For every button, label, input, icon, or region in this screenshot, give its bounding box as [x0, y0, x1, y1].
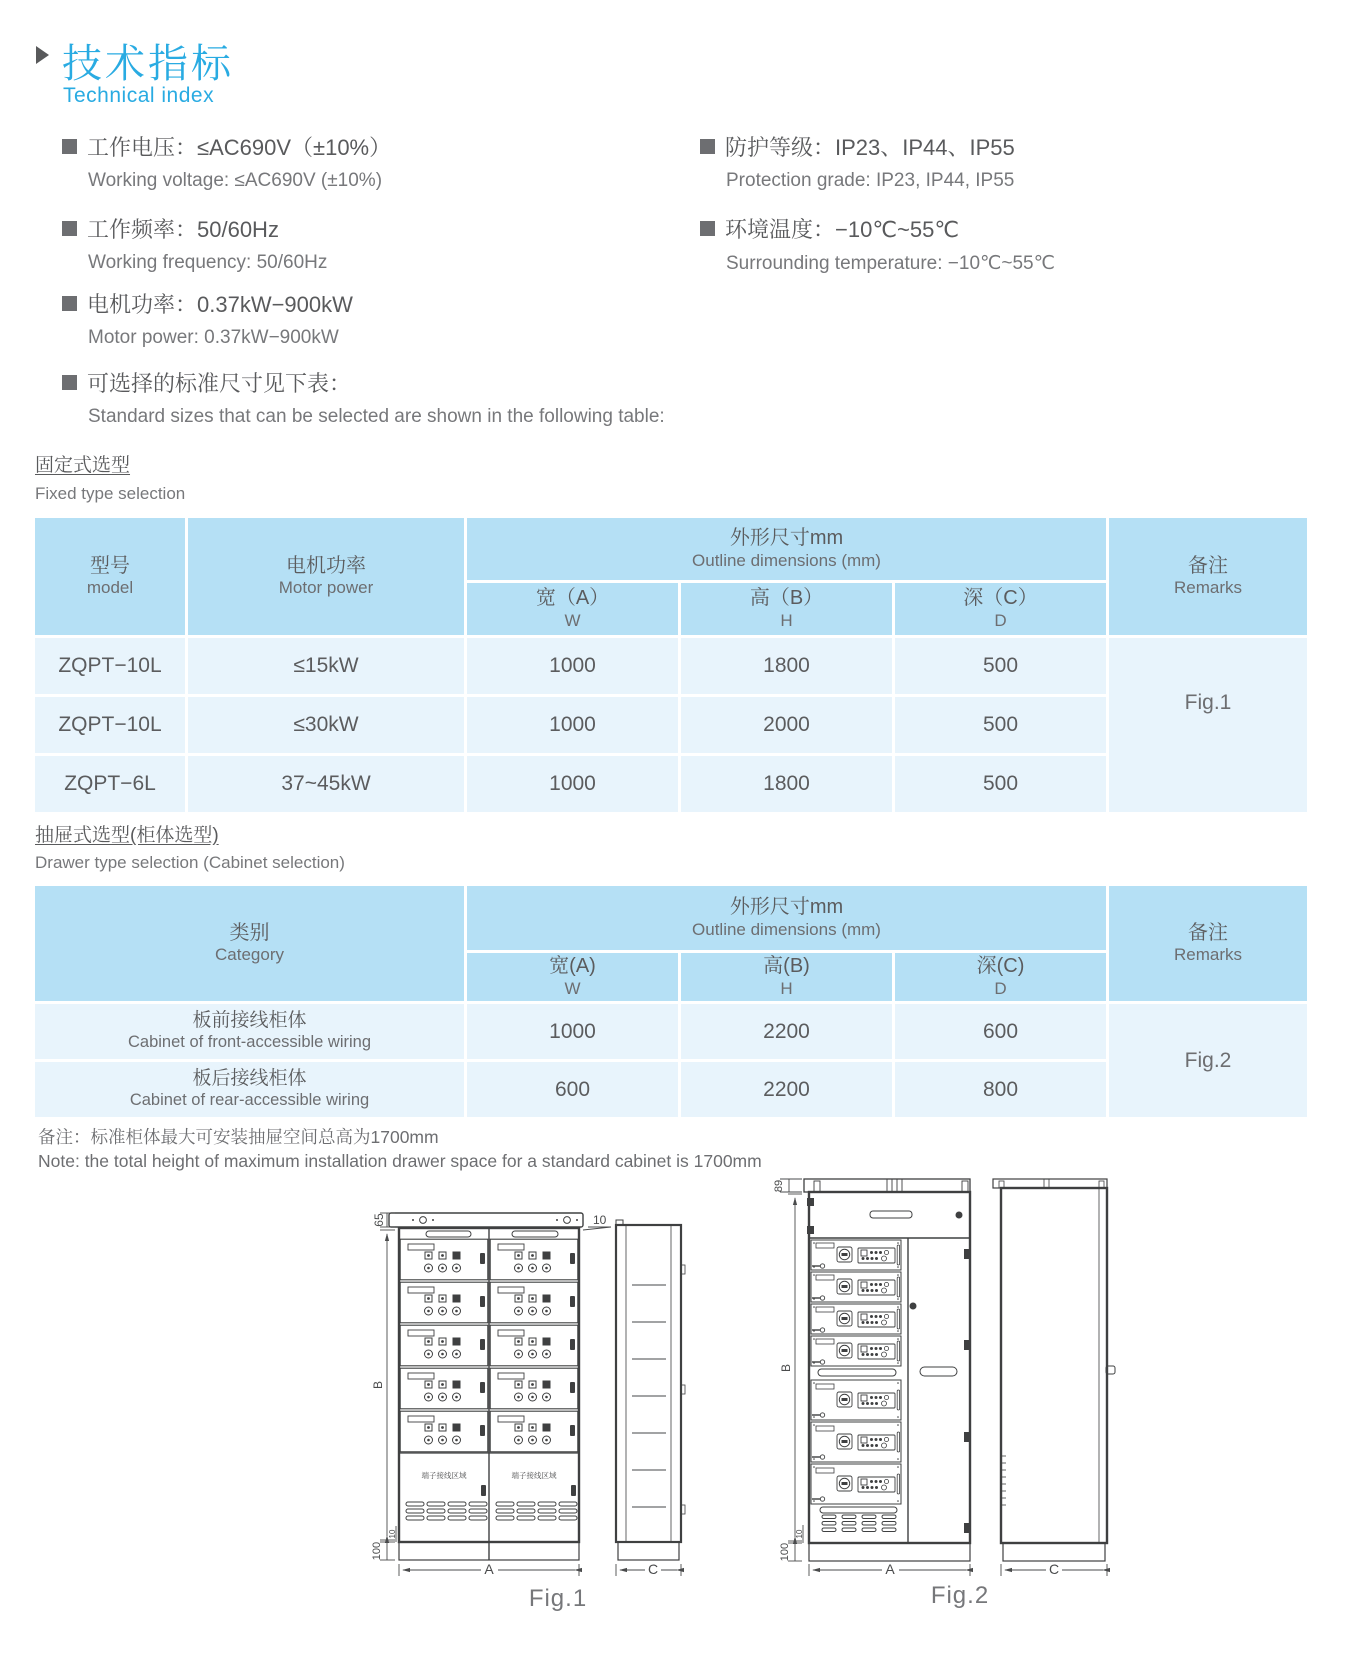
spec-text-cn: 环境温度：−10℃~55℃: [725, 217, 960, 242]
spec-standard-sizes: [62, 367, 351, 398]
table-cell-motor: ≤30kW: [188, 697, 464, 753]
table-cell-d: 500: [895, 697, 1106, 753]
fig1-dim-base: 100: [371, 1541, 383, 1561]
table-cell-motor: 37~45kW: [188, 756, 464, 812]
table-cell-model: ZQPT−6L: [35, 756, 185, 812]
bullet-square-icon: [62, 375, 77, 390]
fig1-dim-height: B: [371, 1380, 385, 1390]
table-cell-d: 500: [895, 756, 1106, 812]
table-cell-d: 800: [895, 1062, 1106, 1117]
fig1-caption: Fig.1: [528, 1585, 588, 1612]
fig1-dim-depth: C: [647, 1561, 659, 1577]
fig1-dim-top-right: 10: [593, 1213, 607, 1227]
col-header-category: 类别 Category: [35, 886, 464, 1001]
col-header-height: 高（B） H: [681, 583, 892, 635]
bullet-square-icon: [62, 221, 77, 236]
table-cell-model: ZQPT−10L: [35, 638, 185, 694]
spec-working-voltage-en: Working voltage: ≤AC690V (±10%): [88, 170, 383, 191]
spec-standard-sizes-en: Standard sizes that can be selected are shown in the following table:: [88, 406, 665, 427]
col-header-motor-power: 电机功率 Motor power: [188, 518, 464, 635]
table-cell-category: 板后接线柜体 Cabinet of rear-accessible wiring: [35, 1062, 464, 1117]
fig1-dim-vent: 10: [388, 1529, 397, 1539]
fig2-dim-height: B: [779, 1363, 793, 1373]
col-header-remarks: 备注 Remarks: [1109, 518, 1307, 635]
terminal-area-label: 端子接线区域: [421, 1471, 467, 1480]
col-header-width: 宽（A） W: [467, 583, 678, 635]
spec-text-cn: 防护等级：IP23、IP44、IP55: [725, 135, 1015, 160]
fig2-dim-base: 100: [779, 1542, 791, 1562]
bullet-square-icon: [62, 139, 77, 154]
col-header-model: 型号 model: [35, 518, 185, 635]
spec-working-frequency-en: Working frequency: 50/60Hz: [88, 252, 328, 273]
fig1-drawing: [330, 1150, 690, 1620]
fixed-table-title-cn: 固定式选型: [35, 455, 131, 476]
fig2-front-view: [804, 1179, 970, 1543]
page-title: 技术指标: [62, 42, 234, 86]
fig2-caption: Fig.2: [930, 1582, 990, 1609]
spec-surrounding-temperature: [700, 213, 959, 244]
fig2-door: [910, 1249, 972, 1533]
spec-working-frequency: [62, 213, 279, 244]
col-header-remarks: 备注 Remarks: [1109, 886, 1307, 1001]
drawer-table-title-cn: 抽屉式选型(柜体选型): [35, 825, 219, 846]
col-header-width: 宽(A) W: [467, 953, 678, 1001]
fig2-dim-width: A: [885, 1561, 895, 1577]
fig2-side-view: [993, 1179, 1115, 1561]
spec-text-cn: 工作频率：50/60Hz: [87, 217, 279, 242]
table-cell-d: 500: [895, 638, 1106, 694]
spec-surrounding-temperature-en: Surrounding temperature: −10℃~55℃: [726, 253, 1055, 274]
table-cell-d: 600: [895, 1004, 1106, 1059]
fig1-dim-width: A: [484, 1561, 494, 1577]
table-cell-motor: ≤15kW: [188, 638, 464, 694]
bullet-square-icon: [62, 296, 77, 311]
drawer-type-table: [35, 886, 1307, 1117]
fig1-side-view: [616, 1220, 685, 1560]
note-cn: 备注：标准柜体最大可安装抽屉空间总高为1700mm: [38, 1127, 439, 1147]
table-cell-h: 2000: [681, 697, 892, 753]
spec-protection-grade-en: Protection grade: IP23, IP44, IP55: [726, 170, 1015, 191]
section-marker-triangle-icon: [36, 46, 49, 64]
table-cell-w: 1000: [467, 638, 678, 694]
bullet-square-icon: [700, 221, 715, 236]
col-header-depth: 深(C) D: [895, 953, 1106, 1001]
spec-text-cn: 工作电压：≤AC690V（±10%）: [87, 135, 392, 160]
table-cell-h: 2200: [681, 1004, 892, 1059]
bullet-square-icon: [700, 139, 715, 154]
spec-motor-power: [62, 288, 353, 319]
fig2-dim-top: 89: [773, 1179, 785, 1193]
table-cell-category: 板前接线柜体 Cabinet of front-accessible wiring: [35, 1004, 464, 1059]
table-cell-w: 600: [467, 1062, 678, 1117]
table-cell-model: ZQPT−10L: [35, 697, 185, 753]
col-header-height: 高(B) H: [681, 953, 892, 1001]
spec-text-cn: 可选择的标准尺寸见下表：: [87, 371, 352, 396]
fig2-drawing: [710, 1108, 1130, 1618]
table-cell-remarks: Fig.2: [1109, 1004, 1307, 1117]
table-cell-h: 1800: [681, 638, 892, 694]
col-header-outline-dimensions: 外形尺寸mm Outline dimensions (mm): [467, 518, 1106, 580]
table-cell-h: 1800: [681, 756, 892, 812]
table-cell-remarks: Fig.1: [1109, 638, 1307, 812]
fig1-front-view: [389, 1213, 583, 1560]
table-cell-h: 2200: [681, 1062, 892, 1117]
table-cell-w: 1000: [467, 1004, 678, 1059]
col-header-depth: 深（C） D: [895, 583, 1106, 635]
note-en: Note: the total height of maximum installation drawer space for a standard cabinet is 1700mm: [38, 1151, 762, 1171]
page-subtitle: Technical index: [63, 84, 215, 107]
fig2-dim-vent: 10: [795, 1529, 804, 1539]
spec-motor-power-en: Motor power: 0.37kW−900kW: [88, 327, 339, 348]
spec-working-voltage: [62, 131, 391, 162]
drawer-table-title-en: Drawer type selection (Cabinet selection): [35, 853, 345, 872]
table-cell-w: 1000: [467, 697, 678, 753]
spec-text-cn: 电机功率：0.37kW−900kW: [87, 292, 353, 317]
fixed-table-title-en: Fixed type selection: [35, 484, 186, 503]
terminal-area-label: 端子接线区域: [511, 1471, 557, 1480]
fig1-dim-top: 65: [372, 1213, 386, 1227]
table-cell-w: 1000: [467, 756, 678, 812]
fixed-type-table: [35, 518, 1307, 812]
fig2-dim-depth: C: [1048, 1561, 1060, 1577]
col-header-outline-dimensions: 外形尺寸mm Outline dimensions (mm): [467, 886, 1106, 950]
spec-protection-grade: [700, 131, 1015, 162]
